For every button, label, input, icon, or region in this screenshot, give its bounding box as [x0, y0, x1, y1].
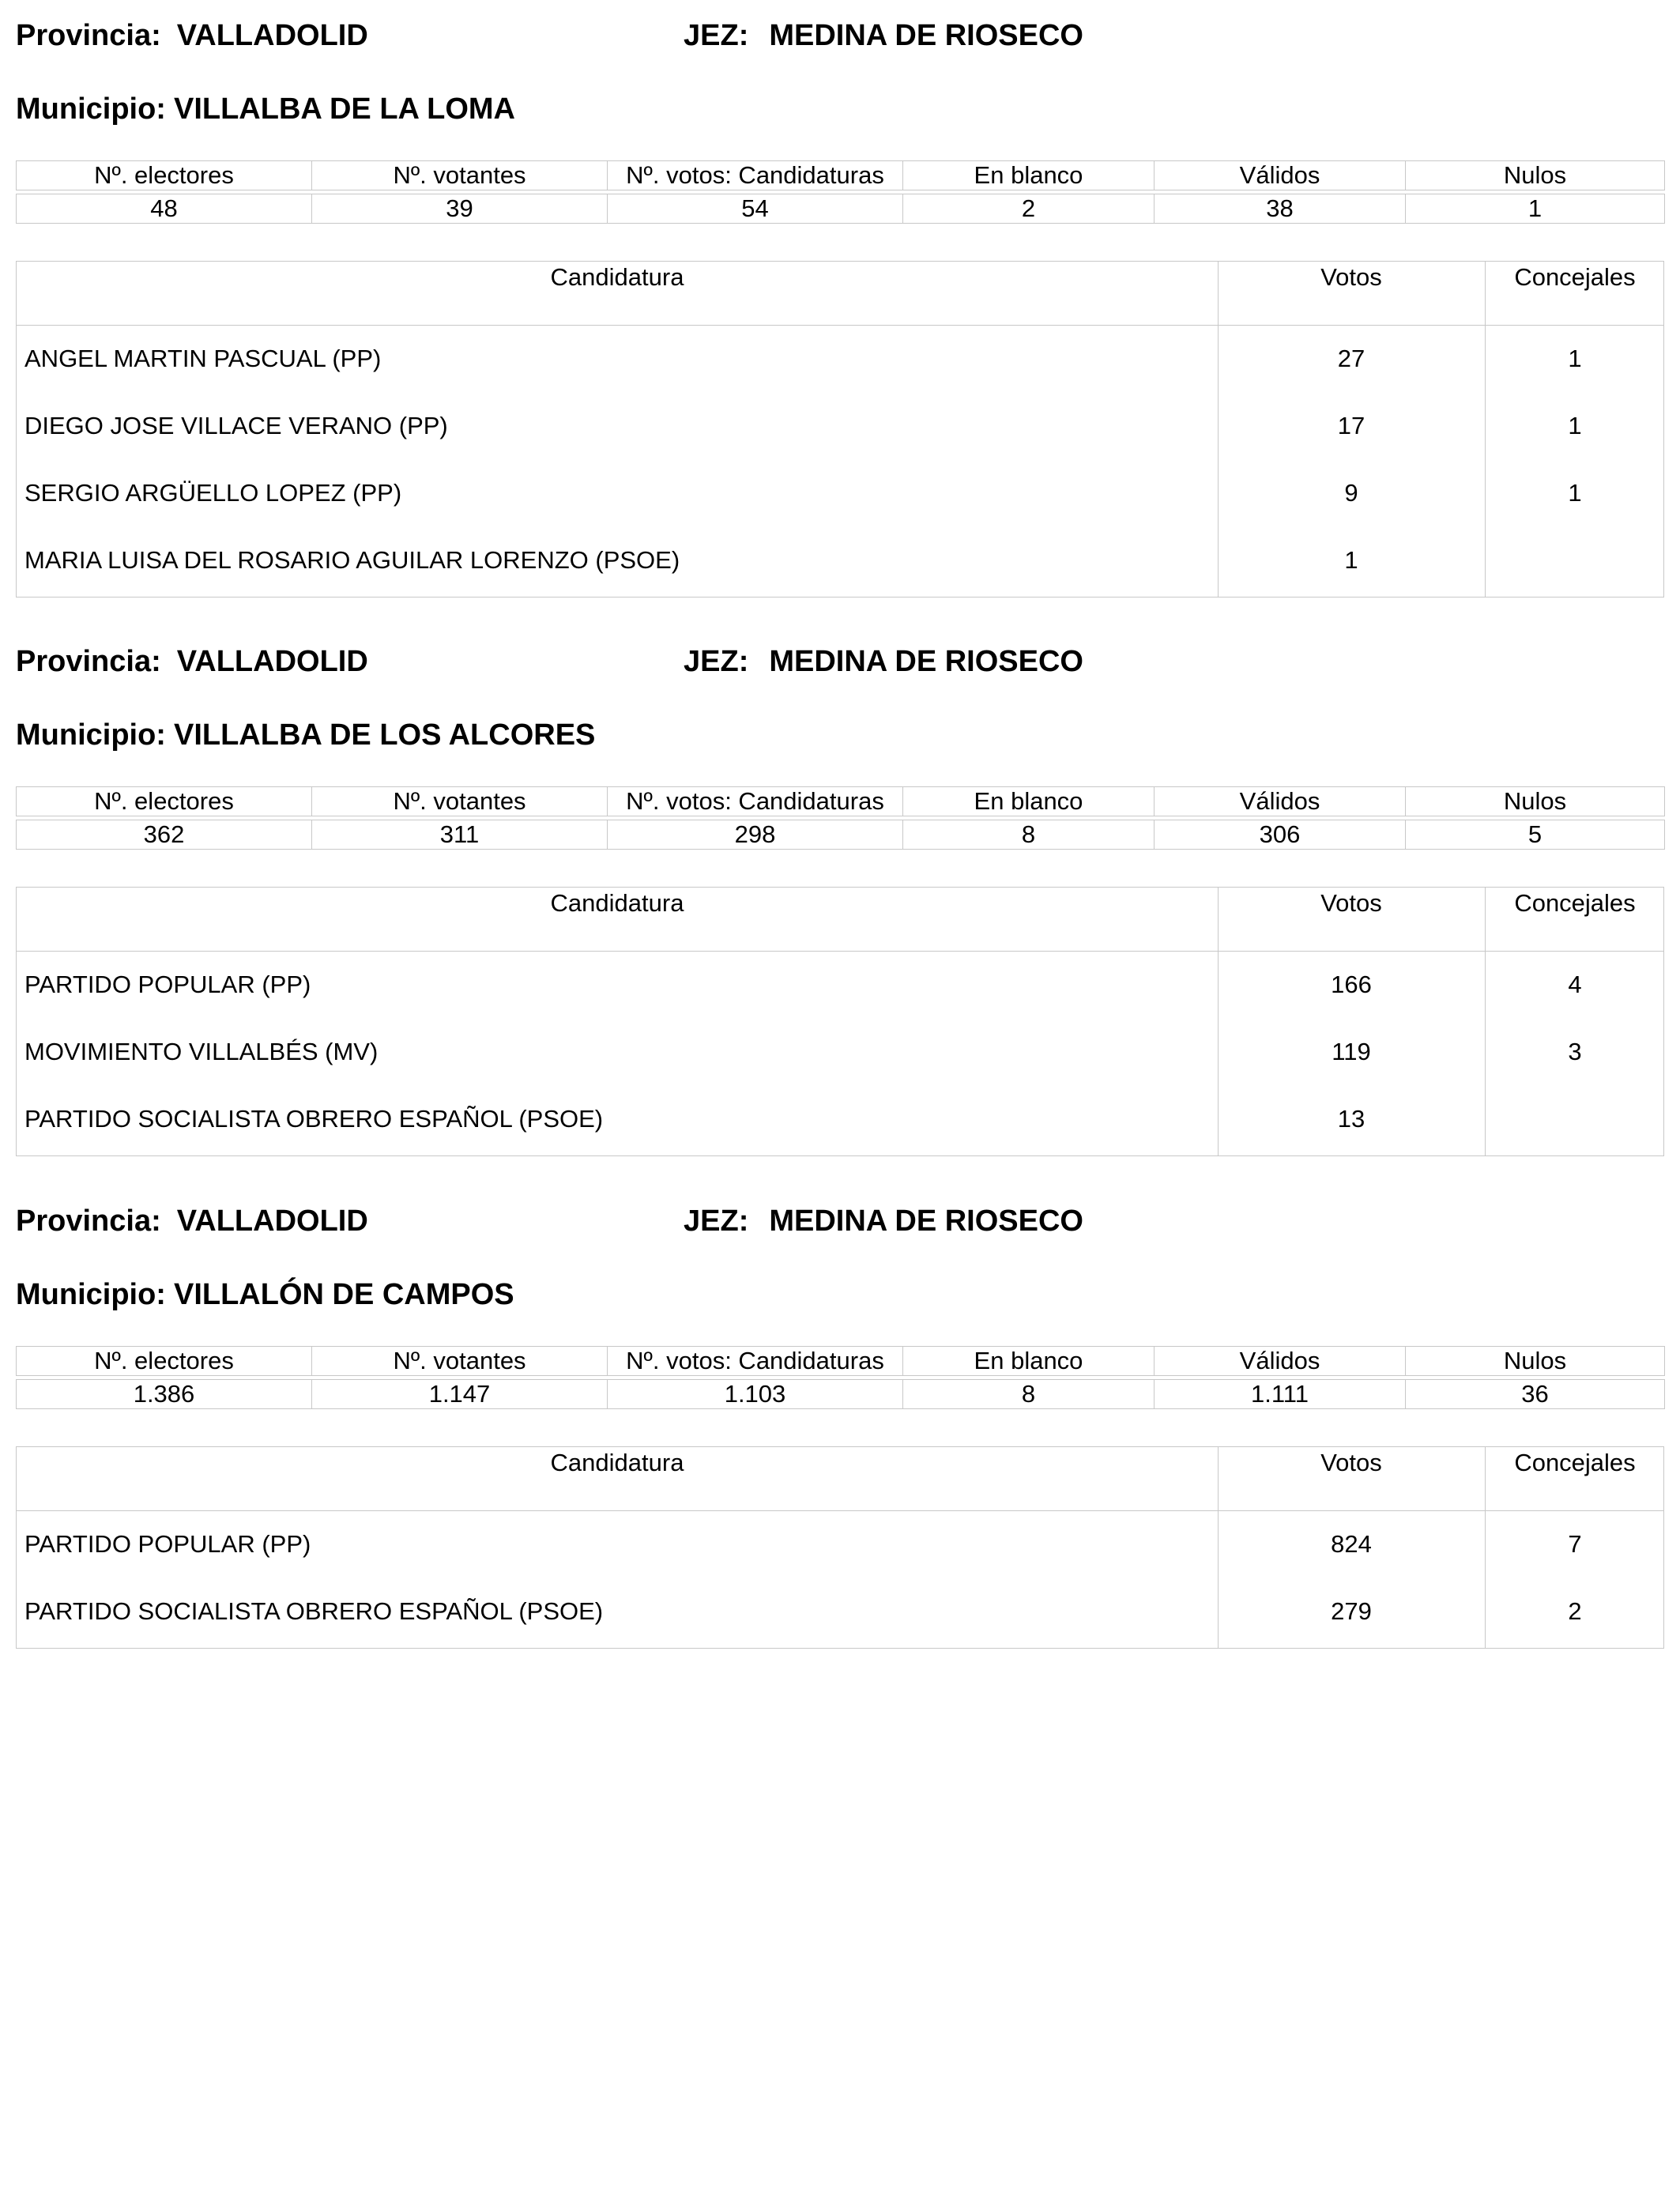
stats-table	[16, 1346, 1665, 1409]
provincia-label: Provincia:	[16, 1204, 161, 1238]
header-concejales: Concejales	[1514, 1449, 1636, 1476]
stats-header-votantes: Nº. votantes	[312, 161, 608, 190]
candidate-votes: 166	[1331, 971, 1372, 998]
stats-value-row	[17, 820, 1665, 850]
header-concejales: Concejales	[1514, 263, 1636, 291]
stats-en-blanco: 8	[903, 820, 1155, 850]
candidate-name: DIEGO JOSE VILLACE VERANO (PP)	[24, 412, 448, 439]
candidate-concejales: 1	[1568, 479, 1582, 507]
stats-header-row	[17, 161, 1665, 190]
header-concejales: Concejales	[1514, 889, 1636, 917]
provincia-heading	[16, 1201, 368, 1241]
municipio-value: VILLALBA DE LA LOMA	[173, 92, 515, 126]
jez-label: JEZ:	[684, 1204, 749, 1238]
stats-header-nulos: Nulos	[1406, 787, 1665, 816]
candidate-votes: 824	[1331, 1530, 1372, 1558]
candidate-concejales: 3	[1568, 1038, 1582, 1065]
candidate-votes: 279	[1331, 1597, 1372, 1625]
stats-header-electores: Nº. electores	[17, 1347, 312, 1376]
stats-en-blanco: 2	[903, 194, 1155, 224]
stats-electores: 362	[17, 820, 312, 850]
candidates-table	[16, 1446, 1664, 1649]
provincia-value: VALLADOLID	[176, 645, 368, 678]
stats-table	[16, 786, 1665, 850]
municipio-label: Municipio:	[16, 92, 166, 126]
candidate-concejales: 2	[1568, 1597, 1582, 1625]
candidate-concejales: 4	[1568, 971, 1582, 998]
header-candidatura: Candidatura	[550, 263, 684, 291]
municipio-heading	[16, 715, 595, 755]
jez-heading	[684, 16, 1083, 55]
stats-votantes: 39	[312, 194, 608, 224]
municipio-label: Municipio:	[16, 718, 166, 752]
stats-header-nulos: Nulos	[1406, 1347, 1665, 1376]
candidate-row	[17, 951, 1663, 1018]
municipio-heading	[16, 89, 515, 129]
header-votos: Votos	[1320, 1449, 1382, 1476]
stats-value-row	[17, 1380, 1665, 1409]
candidate-name: ANGEL MARTIN PASCUAL (PP)	[24, 345, 382, 372]
candidate-row	[17, 1578, 1663, 1645]
candidate-name: PARTIDO POPULAR (PP)	[24, 1530, 311, 1558]
stats-validos: 38	[1155, 194, 1406, 224]
stats-header-electores: Nº. electores	[17, 787, 312, 816]
candidate-name: SERGIO ARGÜELLO LOPEZ (PP)	[24, 479, 402, 507]
candidate-name: MARIA LUISA DEL ROSARIO AGUILAR LORENZO (PSOE)	[24, 546, 680, 574]
candidates-header-row	[17, 262, 1663, 326]
stats-table	[16, 160, 1665, 224]
candidates-header-row	[17, 888, 1663, 952]
provincia-label: Provincia:	[16, 19, 161, 52]
candidate-row	[17, 1018, 1663, 1085]
candidate-votes: 1	[1344, 546, 1358, 574]
stats-nulos: 5	[1406, 820, 1665, 850]
candidate-concejales: 1	[1568, 412, 1582, 439]
candidate-row	[17, 526, 1663, 594]
jez-label: JEZ:	[684, 645, 749, 678]
candidate-concejales	[1485, 1085, 1665, 1152]
candidate-name: PARTIDO POPULAR (PP)	[24, 971, 311, 998]
provincia-value: VALLADOLID	[176, 19, 368, 52]
stats-nulos: 1	[1406, 194, 1665, 224]
candidate-row	[17, 1510, 1663, 1578]
candidate-votes: 27	[1337, 345, 1365, 372]
candidate-row	[17, 1085, 1663, 1152]
candidate-row	[17, 325, 1663, 392]
header-candidatura: Candidatura	[550, 1449, 684, 1476]
header-candidatura: Candidatura	[550, 889, 684, 917]
stats-votantes: 1.147	[312, 1380, 608, 1409]
candidate-votes: 119	[1332, 1038, 1371, 1065]
provincia-label: Provincia:	[16, 645, 161, 678]
jez-value: MEDINA DE RIOSECO	[769, 19, 1083, 52]
candidate-name: MOVIMIENTO VILLALBÉS (MV)	[24, 1038, 379, 1065]
stats-votos-candidaturas: 54	[608, 194, 903, 224]
stats-en-blanco: 8	[903, 1380, 1155, 1409]
stats-header-votantes: Nº. votantes	[312, 1347, 608, 1376]
municipio-heading	[16, 1275, 514, 1314]
stats-header-en-blanco: En blanco	[903, 1347, 1155, 1376]
header-votos: Votos	[1320, 263, 1382, 291]
candidate-name: PARTIDO SOCIALISTA OBRERO ESPAÑOL (PSOE)	[24, 1597, 604, 1625]
stats-votantes: 311	[312, 820, 608, 850]
stats-validos: 1.111	[1155, 1380, 1406, 1409]
candidate-concejales: 1	[1568, 345, 1582, 372]
stats-header-validos: Válidos	[1155, 787, 1406, 816]
stats-header-votos-candidaturas: Nº. votos: Candidaturas	[608, 787, 903, 816]
stats-header-en-blanco: En blanco	[903, 161, 1155, 190]
candidates-header-row	[17, 1447, 1663, 1511]
candidate-concejales: 7	[1568, 1530, 1582, 1558]
header-votos: Votos	[1320, 889, 1382, 917]
jez-heading	[684, 1201, 1083, 1241]
candidates-table	[16, 887, 1664, 1156]
jez-value: MEDINA DE RIOSECO	[769, 645, 1083, 678]
stats-header-votantes: Nº. votantes	[312, 787, 608, 816]
stats-votos-candidaturas: 1.103	[608, 1380, 903, 1409]
stats-header-row	[17, 1347, 1665, 1376]
stats-votos-candidaturas: 298	[608, 820, 903, 850]
jez-label: JEZ:	[684, 19, 749, 52]
stats-value-row	[17, 194, 1665, 224]
jez-value: MEDINA DE RIOSECO	[769, 1204, 1083, 1238]
provincia-heading	[16, 16, 368, 55]
stats-header-row	[17, 787, 1665, 816]
stats-header-nulos: Nulos	[1406, 161, 1665, 190]
stats-header-validos: Válidos	[1155, 161, 1406, 190]
municipio-value: VILLALÓN DE CAMPOS	[173, 1278, 514, 1311]
stats-electores: 48	[17, 194, 312, 224]
candidate-row	[17, 392, 1663, 459]
stats-header-validos: Válidos	[1155, 1347, 1406, 1376]
provincia-value: VALLADOLID	[176, 1204, 368, 1238]
stats-nulos: 36	[1406, 1380, 1665, 1409]
candidate-row	[17, 459, 1663, 526]
stats-header-votos-candidaturas: Nº. votos: Candidaturas	[608, 161, 903, 190]
stats-electores: 1.386	[17, 1380, 312, 1409]
stats-header-electores: Nº. electores	[17, 161, 312, 190]
candidate-votes: 13	[1337, 1105, 1365, 1133]
provincia-heading	[16, 642, 368, 681]
candidate-votes: 17	[1337, 412, 1365, 439]
candidate-name: PARTIDO SOCIALISTA OBRERO ESPAÑOL (PSOE)	[24, 1105, 604, 1133]
stats-header-en-blanco: En blanco	[903, 787, 1155, 816]
jez-heading	[684, 642, 1083, 681]
stats-header-votos-candidaturas: Nº. votos: Candidaturas	[608, 1347, 903, 1376]
municipio-label: Municipio:	[16, 1278, 166, 1311]
municipio-value: VILLALBA DE LOS ALCORES	[173, 718, 596, 752]
candidate-votes: 9	[1344, 479, 1358, 507]
candidates-table	[16, 261, 1664, 598]
stats-validos: 306	[1155, 820, 1406, 850]
candidate-concejales	[1485, 526, 1665, 594]
